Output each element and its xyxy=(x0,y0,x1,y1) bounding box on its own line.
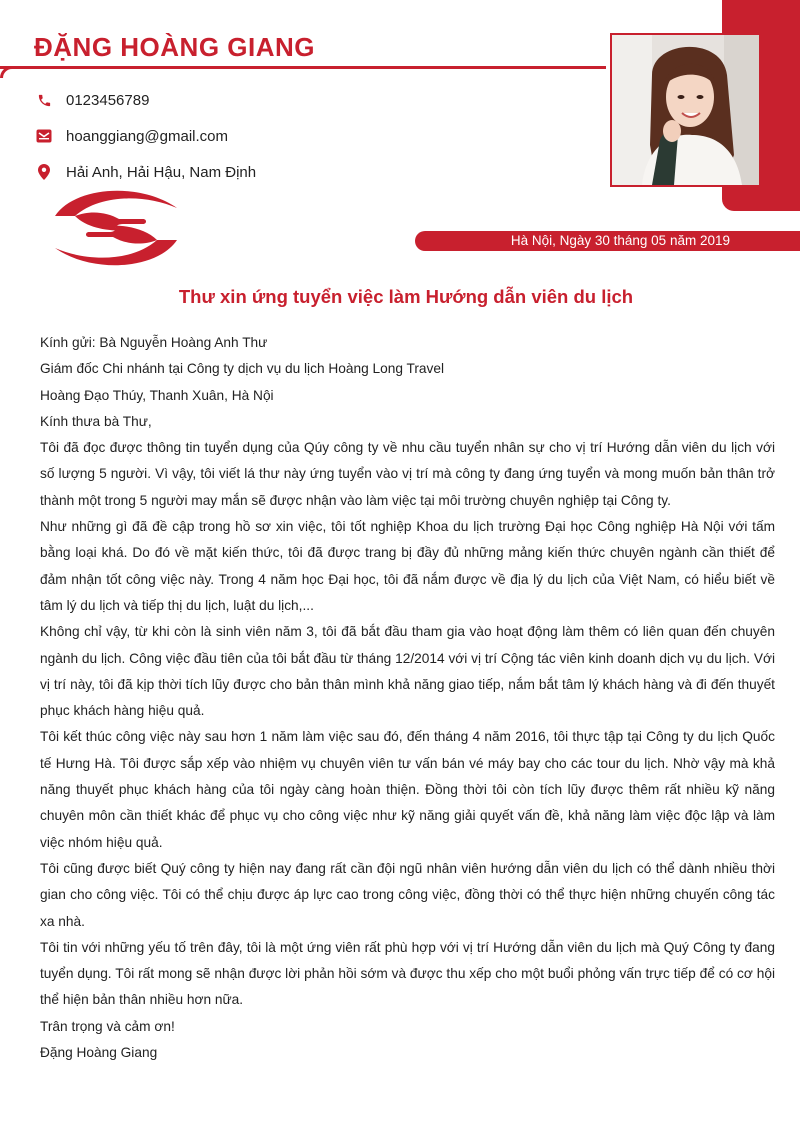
applicant-name: ĐẶNG HOÀNG GIANG xyxy=(34,32,315,62)
applicant-photo xyxy=(610,33,761,187)
salutation: Kính thưa bà Thư, xyxy=(40,413,152,429)
header-rule xyxy=(0,66,606,69)
location-pin-icon xyxy=(36,164,52,180)
email-icon xyxy=(36,128,52,144)
body-paragraph: Tôi kết thúc công việc này sau hơn 1 năm làm việc sau đó, đến tháng 4 năm 2016, tôi thực tập tại Công ty du lịch Quốc tế Hưng Hà. Tôi được sắp xếp vào nhiệm vụ chuyên viên tư vấn bán vé máy bay cho các tour du lịch. Nhờ vậy mà khả năng thuyết phục khách hàng của tôi ngày càng hoàn thiện. Đồng thời tôi còn tích lũy được thêm rất nhiều kỹ năng chuyên môn cần thiết khác để phục vụ cho công việc như kỹ năng giải quyết vấn đề, khả năng làm việc độc lập và làm việc nhóm hiệu quả. xyxy=(40,729,775,850)
phone-icon xyxy=(36,92,52,108)
body-paragraph: Tôi đã đọc được thông tin tuyển dụng của Qúy công ty về nhu cầu tuyển nhân sự cho vị trí Hướng dẫn viên du lịch với số lượng 5 người. Vì vậy, tôi viết lá thư này ứng tuyển vào vị trí mà công ty đang ứng tuyển và mong muốn bản thân trở thành một trong 5 người may mắn sẽ được nhận vào làm việc tại môi trường chuyên nghiệp tại Công ty. xyxy=(40,440,775,508)
letter-body xyxy=(40,330,775,1066)
closing-line: Trân trọng và cảm ơn! xyxy=(40,1018,175,1034)
contact-phone xyxy=(36,89,149,111)
home-address: Hải Anh, Hải Hậu, Nam Định xyxy=(66,163,257,181)
date-banner xyxy=(415,231,800,251)
contact-address xyxy=(36,161,256,183)
hands-logo xyxy=(45,186,187,275)
email-address: hoanggiang@gmail.com xyxy=(66,127,228,145)
body-paragraph: Không chỉ vậy, từ khi còn là sinh viên năm 3, tôi đã bắt đầu tham gia vào hoạt động làm thêm có liên quan đến chuyên ngành du lịch. Công việc đầu tiên của tôi bắt đầu từ tháng 12/2014 với vị trí Cộng tác viên kinh doanh dịch vụ du lịch. Với vị trí này, tôi đã kịp thời tích lũy được cho bản thân mình khả năng giao tiếp, nắm bắt tâm lý khách hàng và đi đến thuyết phục khách hàng hiệu quả. xyxy=(40,624,775,719)
contact-email xyxy=(36,125,228,147)
signature: Đặng Hoàng Giang xyxy=(40,1045,158,1061)
phone-number: 0123456789 xyxy=(66,91,150,109)
recipient-line: Hoàng Đạo Thúy, Thanh Xuân, Hà Nội xyxy=(40,387,274,403)
letter-title: Thư xin ứng tuyển việc làm Hướng dẫn viên du lịch xyxy=(178,286,634,307)
recipient-line: Giám đốc Chi nhánh tại Công ty dịch vụ du lịch Hoàng Long Travel xyxy=(40,361,445,377)
recipient-line: Kính gửi: Bà Nguyễn Hoàng Anh Thư xyxy=(40,335,268,350)
portrait-illustration xyxy=(612,35,759,185)
letter-date: Hà Nội, Ngày 30 tháng 05 năm 2019 xyxy=(510,233,730,248)
body-paragraph: Tôi cũng được biết Quý công ty hiện nay đang rất cần đội ngũ nhân viên hướng dẫn viên du lịch có thể dành nhiều thời gian cho công việc. Tôi có thể chịu được áp lực cao trong công việc, đồng thời có thể thực hiện những chuyến công tác xa nhà. xyxy=(40,860,775,929)
body-paragraph: Như những gì đã đề cập trong hồ sơ xin việc, tôi tốt nghiệp Khoa du lịch trường Đại học Công nghiệp Hà Nội với tấm bằng loại khá. Do đó về mặt kiến thức, tôi đã được trang bị đầy đủ những mảng kiến thức chuyên ngành cần thiết để đảm nhận tốt công việc này. Trong 4 năm học Đại học, tôi đã nắm được về địa lý du lịch của Việt Nam, có hiểu biết về tâm lý du lịch và tiếp thị du lịch, luật du lịch,... xyxy=(40,519,775,613)
body-paragraph: Tôi tin với những yếu tố trên đây, tôi là một ứng viên rất phù hợp với vị trí Hướng dẫn viên du lịch mà Quý Công ty đang tuyển dụng. Tôi rất mong sẽ nhận được lời phản hồi sớm và được thu xếp cho một buổi phỏng vấn trực tiếp để có cơ hội thể hiện bản thân nhiều hơn nữa. xyxy=(40,939,775,1008)
